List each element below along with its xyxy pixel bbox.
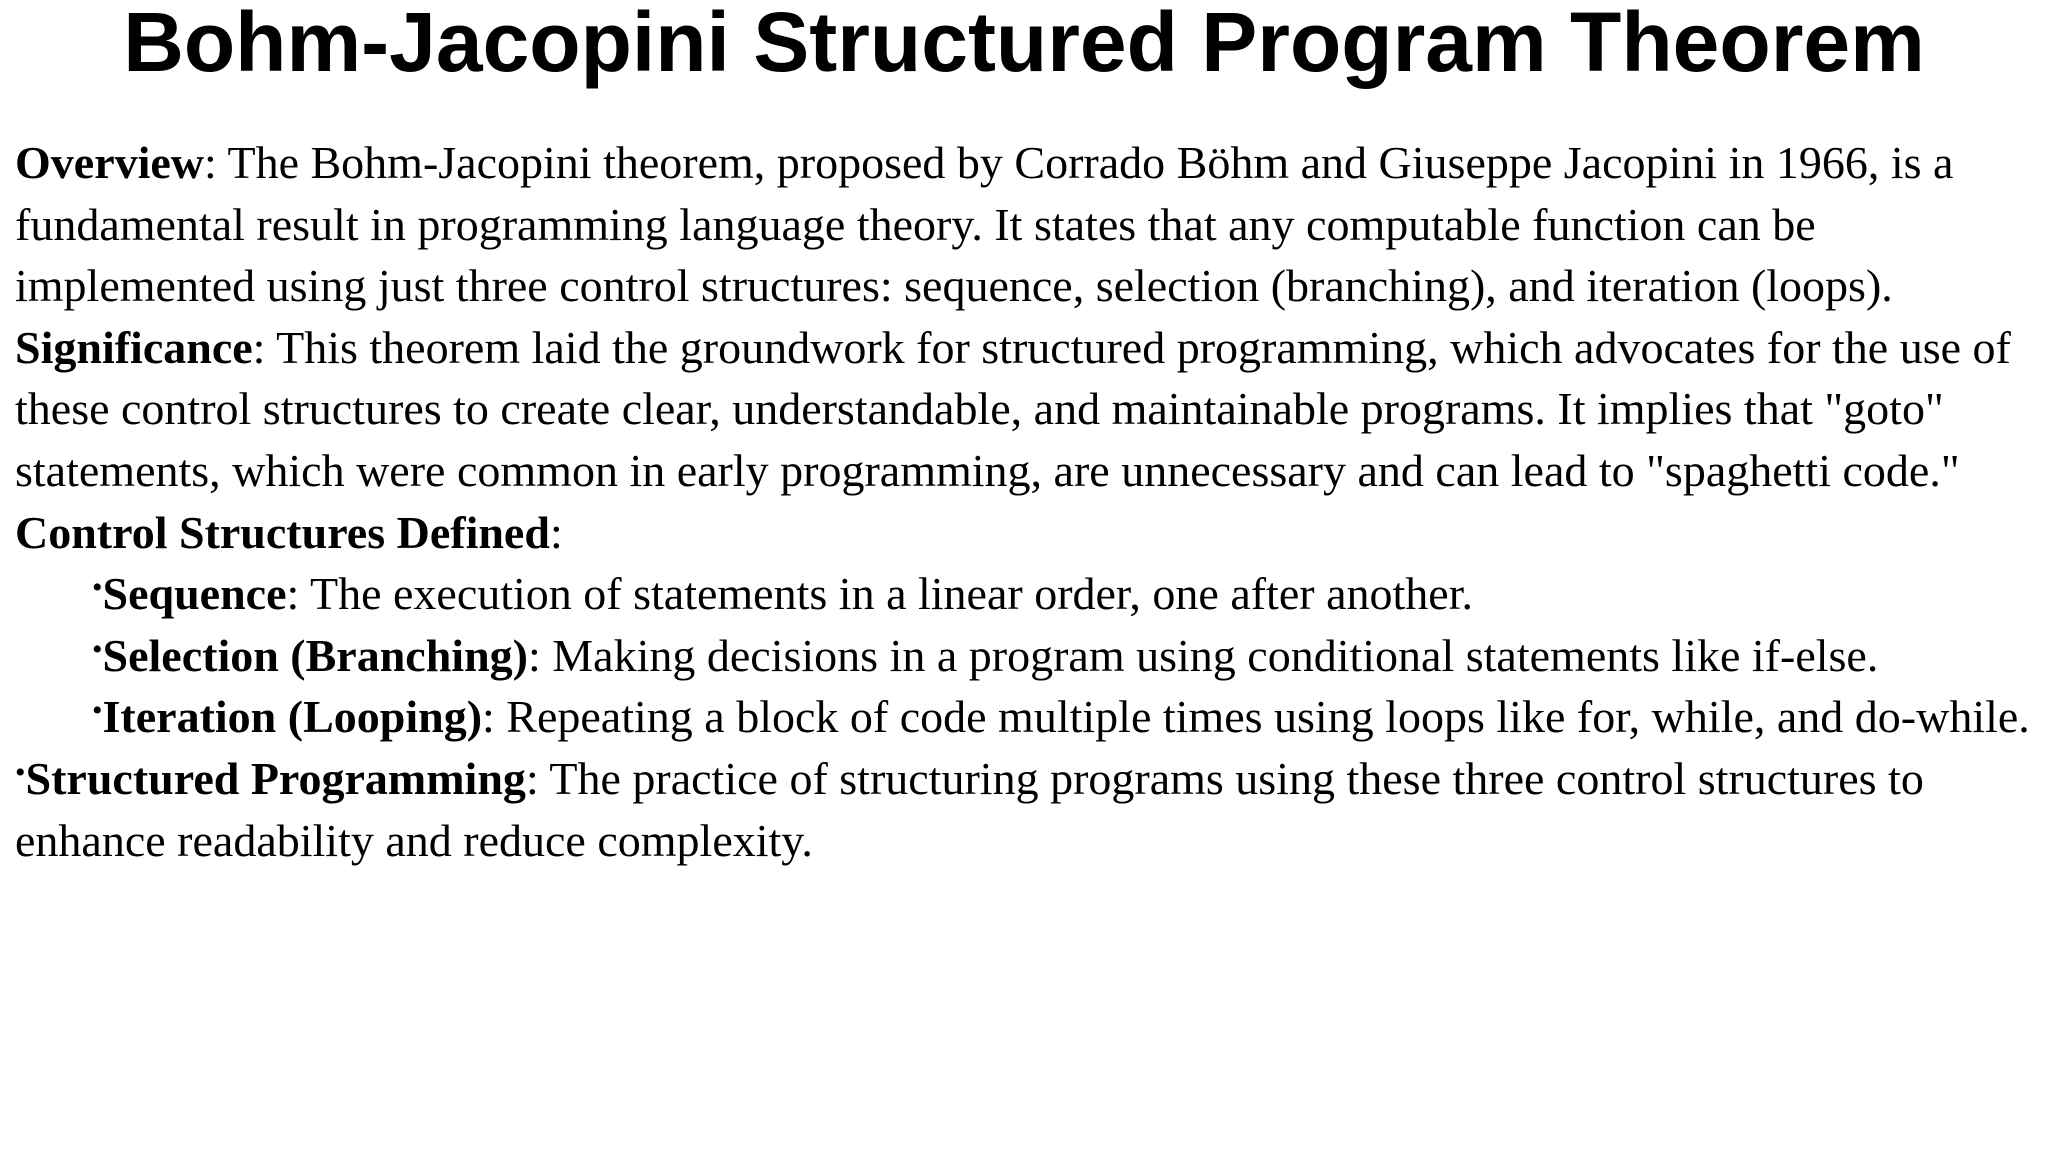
bullet-icon: • — [92, 571, 103, 605]
structured-programming-text: : The practice of structuring programs using these three control structures to enhance readability and reduce complexity. — [15, 752, 1924, 866]
sequence-term: Sequence — [102, 568, 287, 620]
list-item-sequence — [92, 563, 2040, 625]
significance-term: Significance — [15, 321, 253, 373]
bullet-icon: • — [92, 632, 103, 666]
control-structures-heading — [15, 502, 2040, 564]
control-structures-term: Control Structures Defined — [15, 506, 550, 558]
structured-programming-paragraph — [15, 748, 2040, 871]
bullet-icon: • — [92, 694, 103, 728]
list-item-iteration — [92, 686, 2040, 748]
structured-programming-term: Structured Programming — [25, 752, 526, 804]
overview-term: Overview — [15, 137, 205, 188]
bullet-icon: • — [15, 755, 26, 789]
selection-text: : Making decisions in a program using conditional statements like if-else. — [528, 629, 1879, 681]
slide-body — [15, 132, 2040, 871]
slide-title: Bohm-Jacopini Structured Program Theorem — [123, 0, 1925, 89]
overview-text: : The Bohm-Jacopini theorem, proposed by Corrado Böhm and Giuseppe Jacopini in 1966, is a fundamental result in programming language theory. It states that any computable function can be implemented using just three control structures: sequence, selection (branching), and iteration (loops). — [15, 137, 1954, 312]
selection-term: Selection (Branching) — [102, 629, 528, 681]
list-item-selection — [92, 625, 2040, 687]
sequence-text: : The execution of statements in a linear order, one after another. — [286, 568, 1473, 620]
control-structures-list — [15, 563, 2040, 748]
significance-text: : This theorem laid the groundwork for structured programming, which advocates for the use of these control structures to create clear, understandable, and maintainable programs. It implies that "goto" statements, which were common in early programming, are unnecessary and can lead to "spaghetti code." — [15, 321, 2011, 496]
iteration-term: Iteration (Looping) — [102, 691, 483, 743]
control-structures-colon: : — [549, 506, 563, 558]
significance-paragraph — [15, 317, 2040, 502]
iteration-text: : Repeating a block of code multiple times using loops like for, while, and do-while. — [482, 691, 2030, 743]
overview-paragraph — [15, 132, 2040, 317]
